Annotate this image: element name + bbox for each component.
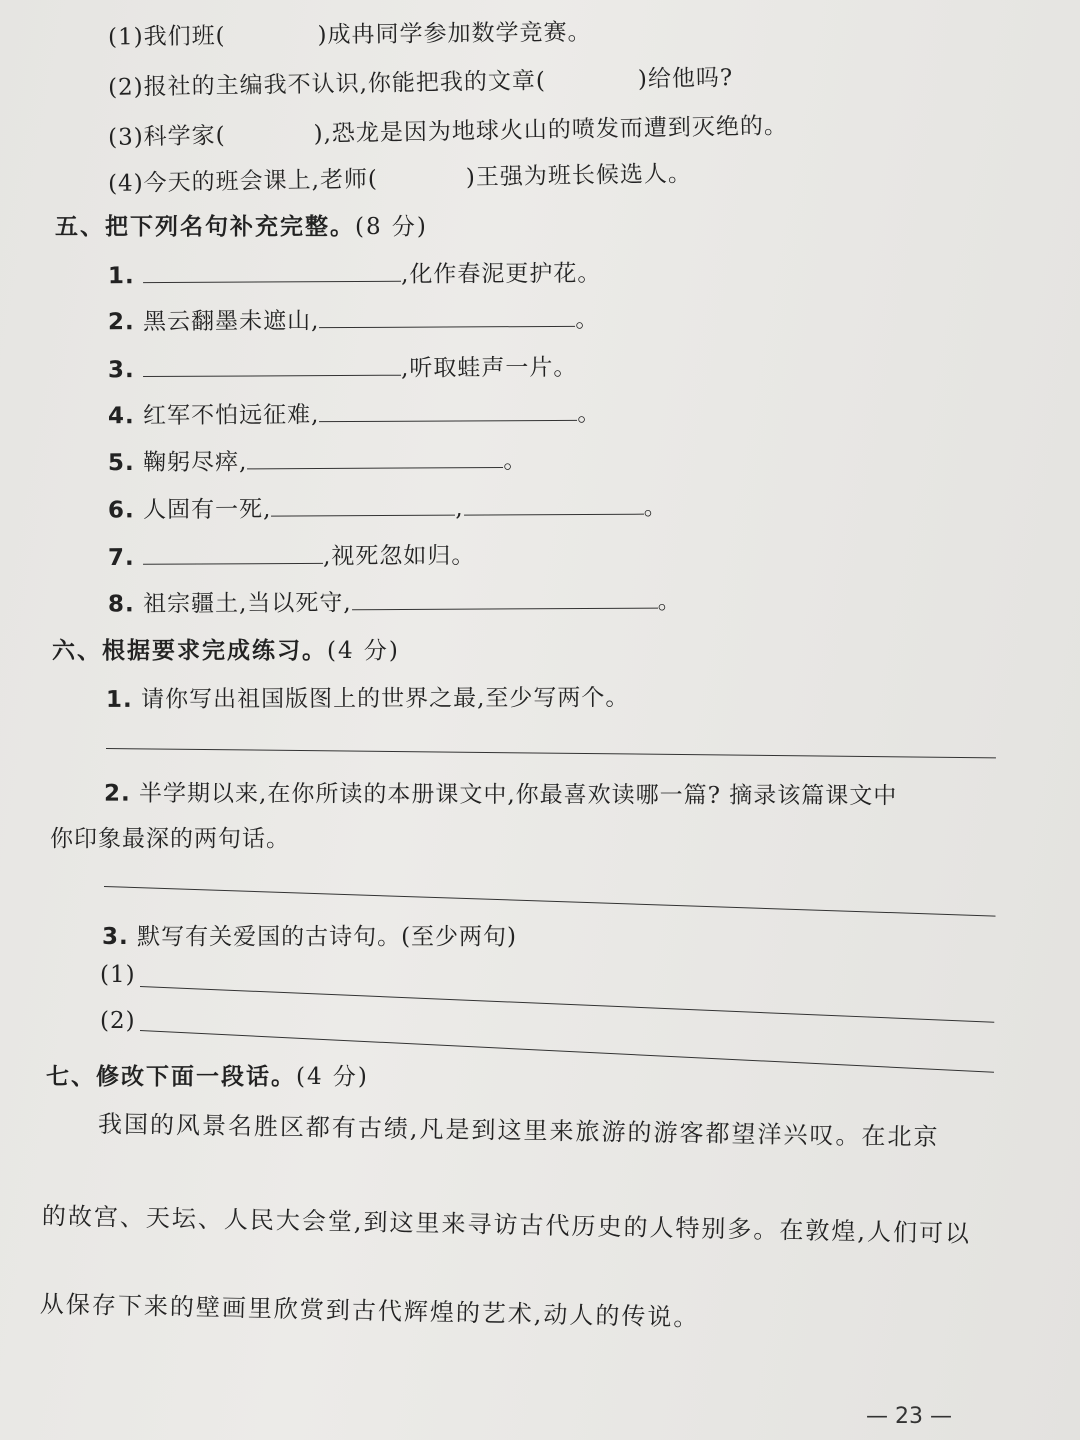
s5-item-5 — [108, 442, 528, 477]
s5-item-6-num: 6. — [107, 497, 135, 524]
s5-item-1 — [108, 255, 602, 291]
s4-item-2-pre: (2)报社的主编我不认识,你能把我的文章( — [107, 68, 547, 101]
section6-score: (4 分) — [327, 638, 400, 664]
s6-q3-text: 默写有关爱国的古诗句。(至少两句) — [137, 924, 518, 950]
section5-heading — [55, 208, 428, 241]
s5-item-5-post: 。 — [503, 447, 528, 475]
section7-heading — [46, 1058, 369, 1091]
s6-q3-sub1-label: (1) — [100, 962, 136, 988]
s5-item-6-blank-a[interactable] — [271, 493, 455, 517]
s6-q1-num: 1. — [105, 686, 133, 713]
s7-para-text-1: 我国的风景名胜区都有古绩,凡是到这里来旅游的游客都望洋兴叹。在北京 — [97, 1110, 940, 1152]
s5-item-8 — [108, 582, 682, 618]
s4-item-3 — [108, 107, 788, 152]
s5-item-7-post: ,视死忽如归。 — [323, 543, 476, 570]
s4-item-2 — [108, 59, 734, 102]
s6-q1-answer-line[interactable] — [106, 748, 996, 758]
s4-item-4-pre: (4)今天的班会课上,老师( — [107, 166, 379, 198]
s5-item-4-pre: 红军不怕远征难, — [143, 402, 320, 430]
s4-item-1 — [108, 13, 592, 51]
s5-item-5-pre: 鞠躬尽瘁, — [143, 449, 248, 476]
section6-heading — [52, 632, 400, 665]
s6-q2-text-2: 你印象最深的两句话。 — [50, 826, 290, 852]
s6-q2-line1 — [104, 775, 897, 811]
s5-item-2-pre: 黑云翻墨未遮山, — [143, 308, 320, 336]
s4-item-1-pre: (1)我们班( — [107, 23, 226, 51]
s4-item-2-post: )给他吗? — [637, 65, 734, 93]
s5-item-4 — [108, 395, 602, 431]
s6-q3-sub1-answer-line[interactable] — [140, 986, 994, 1023]
section5-title: 五、把下列名句补充完整。 — [55, 214, 355, 240]
s6-q2-num: 2. — [103, 780, 131, 807]
s6-q1 — [106, 679, 629, 714]
s5-item-4-blank[interactable] — [319, 398, 577, 422]
s5-item-7-num: 7. — [107, 544, 135, 571]
s4-item-1-post: )成冉同学参加数学竞赛。 — [317, 19, 592, 49]
s4-item-4 — [108, 155, 692, 198]
s6-q2-line2 — [50, 820, 290, 853]
s5-item-8-num: 8. — [107, 591, 135, 618]
s5-item-2 — [108, 301, 600, 337]
s5-item-6 — [108, 489, 668, 525]
s5-item-8-pre: 祖宗疆土,当以死守, — [143, 590, 352, 618]
s5-item-3 — [108, 349, 578, 384]
s6-q3-sub2 — [100, 1008, 136, 1034]
s6-q3-num: 3. — [102, 924, 129, 950]
s5-item-1-blank[interactable] — [143, 259, 401, 283]
s5-item-4-post: 。 — [577, 400, 602, 427]
s5-item-2-num: 2. — [107, 309, 135, 336]
s7-para-line-3 — [40, 1284, 700, 1333]
s5-item-7 — [108, 537, 476, 572]
s7-para-text-2: 的故宫、天坛、人民大会堂,到这里来寻访古代历史的人特别多。在敦煌,人们可以 — [41, 1202, 972, 1248]
s5-item-4-num: 4. — [107, 403, 135, 430]
s5-item-6-pre: 人固有一死, — [143, 496, 272, 524]
s5-item-2-blank[interactable] — [319, 304, 575, 328]
section7-score: (4 分) — [296, 1064, 369, 1090]
s7-para-line-1 — [98, 1104, 940, 1152]
s5-item-6-post: 。 — [643, 494, 668, 521]
s6-q3 — [102, 918, 517, 951]
s6-q3-sub1 — [100, 962, 136, 988]
s4-item-3-pre: (3)科学家( — [107, 122, 226, 151]
s4-item-3-post: ),恐龙是因为地球火山的喷发而遭到灭绝的。 — [313, 113, 789, 148]
s5-item-1-num: 1. — [107, 263, 135, 290]
s7-para-line-2 — [42, 1196, 972, 1249]
s5-item-3-num: 3. — [107, 357, 135, 384]
s5-item-8-post: 。 — [657, 588, 682, 615]
s5-item-8-blank[interactable] — [352, 586, 658, 611]
s5-item-7-blank[interactable] — [143, 541, 323, 565]
s6-q3-sub2-label: (2) — [100, 1008, 136, 1034]
s5-item-1-post: ,化作春泥更护花。 — [401, 260, 602, 288]
page-number-text: — 23 — — [866, 1404, 952, 1429]
s5-item-2-post: 。 — [575, 306, 600, 333]
s5-item-3-post: ,听取蛙声一片。 — [401, 354, 578, 382]
s5-item-3-blank[interactable] — [143, 353, 401, 377]
section5-score: (8 分) — [355, 214, 428, 240]
s6-q2-text-1: 半学期以来,在你所读的本册课文中,你最喜欢读哪一篇? 摘录该篇课文中 — [139, 780, 898, 810]
s5-item-6-blank-b[interactable] — [464, 492, 644, 516]
s5-item-5-num: 5. — [107, 449, 135, 477]
s6-q2-answer-line[interactable] — [104, 886, 996, 917]
s7-para-text-3: 从保存下来的壁画里欣赏到古代辉煌的艺术,动人的传说。 — [39, 1290, 700, 1332]
s5-item-5-blank[interactable] — [247, 445, 503, 469]
section6-title: 六、根据要求完成练习。 — [52, 638, 327, 664]
section7-title: 七、修改下面一段话。 — [46, 1064, 296, 1090]
s6-q1-text: 请你写出祖国版图上的世界之最,至少写两个。 — [141, 685, 630, 713]
s5-item-6-mid: , — [455, 495, 464, 522]
s4-item-4-post: )王强为班长候选人。 — [465, 160, 693, 191]
page-number — [866, 1404, 952, 1429]
